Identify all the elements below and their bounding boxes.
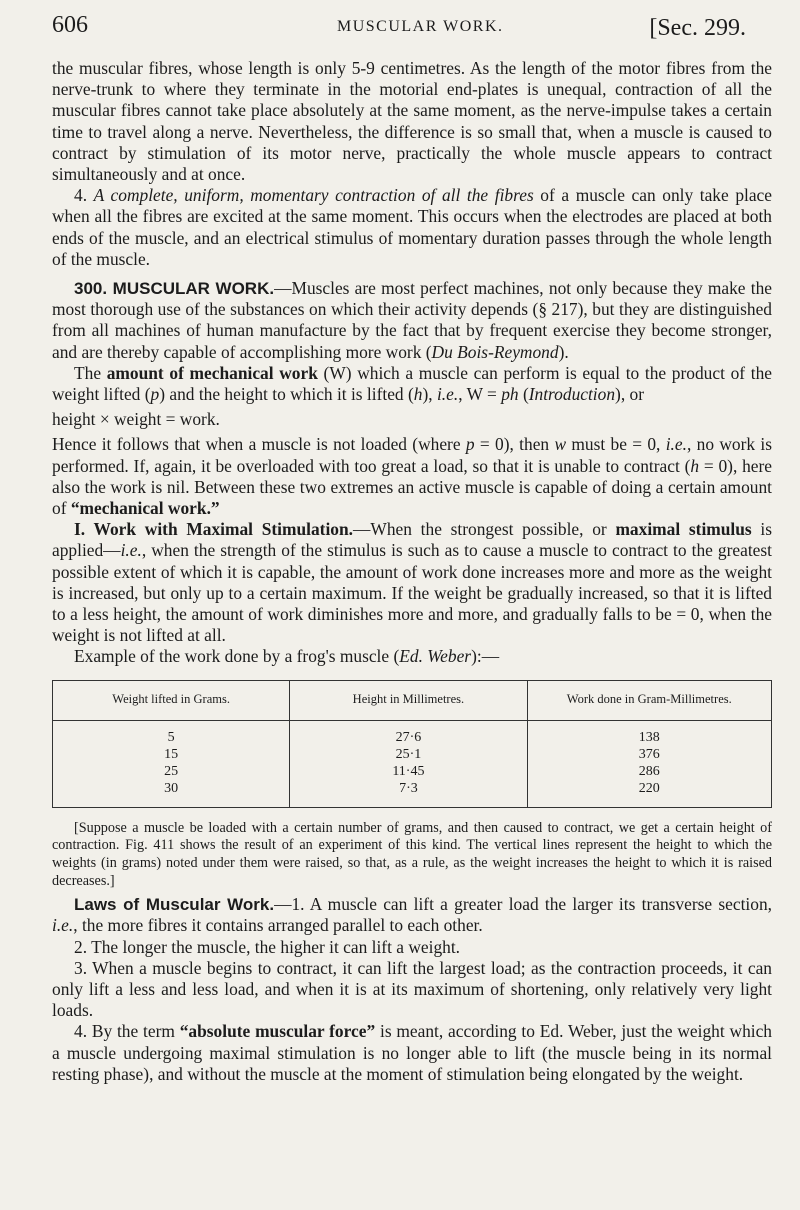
text-run: ( <box>518 384 529 405</box>
paragraph-extremes <box>52 434 772 519</box>
section-label: [Sec. 299. <box>649 15 746 41</box>
page-header <box>52 12 764 52</box>
italic-citation: Du Bois-Reymond <box>431 341 559 362</box>
text-run: ). <box>558 341 569 362</box>
table-cell: 25·1 <box>290 746 527 763</box>
subheading: I. Work with Maximal Stimulation. <box>74 519 354 540</box>
table-cell: 11·45 <box>290 763 527 780</box>
table-cell: 138 <box>527 720 771 746</box>
bold-term: “mechanical work.” <box>70 498 220 519</box>
column-header: Weight lifted in Grams. <box>53 680 290 720</box>
text-run: , no work is performed. If, again, it be overloaded with too great a load, so that it is unable to contract ( <box>52 434 772 476</box>
section-heading-300: 300. MUSCULAR WORK. <box>74 279 275 299</box>
text-run: Hence it follows that when a muscle is not loaded (where <box>52 434 466 455</box>
text-run: —1. A muscle can lift a greater load the larger its transverse section, <box>274 894 772 915</box>
law-item: 2. The longer the muscle, the higher it can lift a weight. <box>74 936 461 957</box>
symbol: p <box>465 434 475 455</box>
table-cell: 7·3 <box>290 780 527 808</box>
table-cell: 30 <box>53 780 290 808</box>
symbol: p <box>150 384 160 405</box>
abbreviation: i.e. <box>120 540 142 561</box>
abbreviation: i.e. <box>665 434 687 455</box>
text-run: = 0), then <box>474 434 555 455</box>
paragraph-continued: the muscular fibres, whose length is only 5-9 centimetres. As the length of the motor fibres from the nerve-trunk to where they terminate in the motorial end-plates is unequal, contraction of all the muscular fibres cannot take place absolutely at the same moment, as the nerve-impulse takes a certain time to travel along a nerve. Nevertheless, the difference is so small that, when a muscle is caused to contract by stimulation of its motor nerve, practically the whole muscle appears to contract simultaneously and at once. <box>52 58 772 185</box>
running-title: MUSCULAR WORK. <box>337 18 504 35</box>
paragraph-complete-contraction <box>52 185 772 270</box>
subheading: Laws of Muscular Work. <box>74 895 275 915</box>
text-run: must be = 0, <box>566 434 666 455</box>
table-cell: 25 <box>53 763 290 780</box>
text-run: ), <box>422 384 437 405</box>
bracketed-note: [Suppose a muscle be loaded with a certain number of grams, and then caused to contract, we get a certain height of contraction. Fig. 411 shows the result of an experiment of this kind. The vertical lines represent the height to which the weights (in grams) noted under them were raised, so that, as a rule, as the weight increases the height to which it is raised decreases.] <box>52 819 772 889</box>
text-run: ) and the height to which it is lifted ( <box>159 384 414 405</box>
law-item <box>52 1021 772 1085</box>
table-row <box>53 763 772 780</box>
symbol: h <box>690 455 700 476</box>
bold-term: “absolute muscular force” <box>179 1021 376 1042</box>
list-number: 4. <box>74 185 94 206</box>
italic-phrase: A complete, uniform, momentary contraction of all the fibres <box>93 185 534 206</box>
text-run: is applied— <box>52 519 773 561</box>
text-run: ), or <box>615 384 645 405</box>
text-run: , the more fibres it contains arranged parallel to each other. <box>73 915 483 936</box>
symbol: ph <box>501 384 519 405</box>
table-row <box>53 746 772 763</box>
paragraph-maximal-stimulation <box>52 519 772 646</box>
text-run: = 0), here also the work is nil. Between these two extremes an active muscle is capable of doing a certain amount of <box>52 455 773 519</box>
column-header: Work done in Gram-Millimetres. <box>527 680 771 720</box>
table-row <box>53 780 772 808</box>
italic-citation: Ed. Weber <box>399 646 472 667</box>
table-cell: 376 <box>527 746 771 763</box>
page-body <box>52 58 772 1085</box>
text-run: (W) which a muscle can perform is equal to the product of the weight lifted ( <box>52 362 772 405</box>
text-run: —Muscles are most perfect machines, not only because they make the most thorough use of the substances on which their activity depends (§ 217), but they are distinguished from all machines of human manufacture by the fact that by frequent exercise they become stronger, and are thereby capable of accomplishing more work ( <box>52 278 772 362</box>
text-run: —When the strongest possible, or <box>353 519 616 540</box>
table-row <box>53 720 772 746</box>
paragraph-mechanical-work <box>52 363 772 405</box>
bold-term: maximal stimulus <box>615 519 752 540</box>
work-table <box>52 680 772 808</box>
table-cell: 5 <box>53 720 290 746</box>
text-run: , W = <box>458 384 502 405</box>
paragraph-laws <box>52 894 772 936</box>
bold-term: amount of mechanical work <box>106 362 318 383</box>
table-cell: 286 <box>527 763 771 780</box>
paragraph-example <box>52 646 772 667</box>
text-run: , when the strength of the stimulus is such as to cause a muscle to contract to the greatest possible extent of which it is capable, the amount of work done increases more and more as the weight is increased, but only up to a certain maximum. If the weight be gradually increased, so that it is lifted to a less height, the amount of work diminishes more and more, and gradually falls to be = 0, when the weight is not lifted at all. <box>52 540 772 646</box>
table-header-row <box>53 680 772 720</box>
paragraph-muscular-work <box>52 278 772 363</box>
italic-reference: Introduction <box>528 384 616 405</box>
symbol: h <box>413 384 423 405</box>
text-run: of a muscle can only take place when all the fibres are excited at the same moment. This occurs when the electrodes are placed at both ends of the muscle, and an electrical stimulus of momentary duration passes through the whole length of the muscle. <box>52 185 772 269</box>
text-run: is meant, according to Ed. Weber, just the weight which a muscle undergoing maximal stimulation is no longer able to lift (the muscle being in its normal resting phase), and without the muscle at the moment of stimulation being elongated by the weight. <box>52 1021 773 1084</box>
abbreviation: i.e. <box>436 384 459 405</box>
column-header: Height in Millimetres. <box>290 680 527 720</box>
table-cell: 15 <box>53 746 290 763</box>
law-item: 3. When a muscle begins to contract, it can lift the largest load; as the contraction proceeds, it can only lift a less and less load, and when it is at its maximum of shortening, only relatively very light loads. <box>52 957 772 1021</box>
abbreviation: i.e. <box>52 915 74 936</box>
text-run: ):— <box>471 646 500 667</box>
page-number: 606 <box>52 12 88 38</box>
symbol: w <box>554 434 567 455</box>
table-cell: 220 <box>527 780 771 808</box>
text-run: 4. By the term <box>74 1021 180 1042</box>
text-run: Example of the work done by a frog's muscle ( <box>74 646 400 667</box>
table-cell: 27·6 <box>290 720 527 746</box>
text-run: The <box>74 362 107 383</box>
formula: height × weight = work. <box>52 409 220 430</box>
